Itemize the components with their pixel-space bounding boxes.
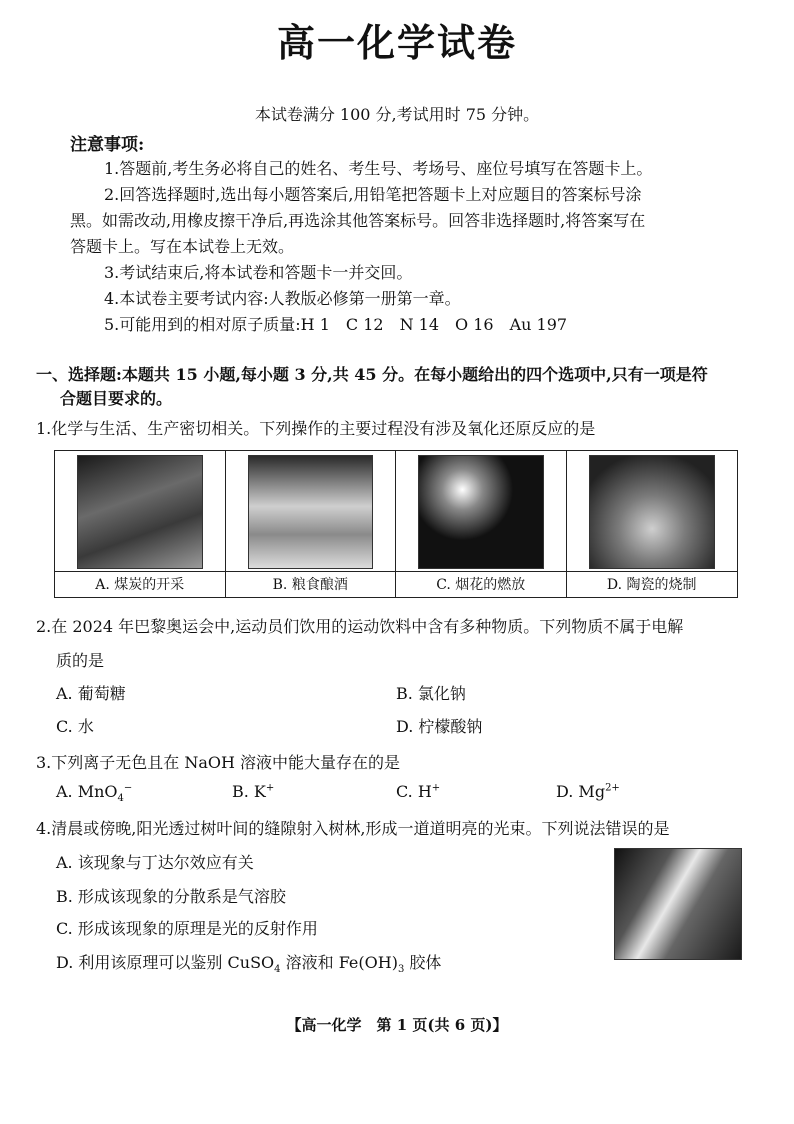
page-footer: 【高一化学 第 1 页(共 6 页)】 [286,1016,508,1034]
option-cell-c [396,451,567,597]
question-2-option-d: D. 柠檬酸钠 [396,717,483,736]
question-4-option-d: D. 利用该原理可以鉴别 CuSO$_4$ 溶液和 $Fe(OH)_3$ 胶体 [56,953,442,976]
note-item: 答题卡上。写在本试卷上无效。 [70,237,295,256]
option-b-caption: B. 粮食酿酒 [226,571,396,599]
notes-heading: 注意事项: [70,135,145,155]
question-2-option-b: B. 氯化钠 [396,684,466,703]
option-c-caption: C. 烟花的燃放 [396,571,566,599]
question-3-option-a: A. MnO$_4$− [56,782,133,805]
option-cell-b [226,451,397,597]
note-item: 1.答题前,考生务必将自己的姓名、考生号、考场号、座位号填写在答题卡上。 [104,159,653,178]
note-item: 2.回答选择题时,选出每小题答案后,用铅笔把答题卡上对应题目的答案标号涂 [104,185,642,204]
coal-mining-photo [77,455,203,569]
question-3-option-b: B. K+ [232,782,275,801]
question-4-option-b: B. 形成该现象的分散系是气溶胶 [56,887,286,906]
question-1-stem: 1.化学与生活、生产密切相关。下列操作的主要过程没有涉及氧化还原反应的是 [36,419,596,438]
note-item: 4.本试卷主要考试内容:人教版必修第一册第一章。 [104,289,461,308]
question-1-image-table [54,450,738,598]
note-item: 5.可能用到的相对原子质量:H 1 C 12 N 14 O 16 Au 197 [104,315,568,334]
fireworks-photo [418,455,544,569]
question-4-option-c: C. 形成该现象的原理是光的反射作用 [56,919,318,938]
brewing-photo [248,455,374,569]
exam-subtitle: 本试卷满分 100 分,考试用时 75 分钟。 [254,105,540,124]
option-a-caption: A. 煤炭的开采 [55,571,225,599]
question-2-stem-cont: 质的是 [56,651,105,670]
section-heading-cont: 合题目要求的。 [60,389,173,408]
question-4-option-a: A. 该现象与丁达尔效应有关 [56,853,254,872]
forest-light-beam-photo [614,848,742,960]
note-item: 黑。如需改动,用橡皮擦干净后,再选涂其他答案标号。回答非选择题时,将答案写在 [70,211,646,230]
ceramics-firing-photo [589,455,716,569]
question-3-option-d: D. $Mg^{2+}$ [556,782,620,801]
option-d-caption: D. 陶瓷的烧制 [567,571,738,599]
section-heading: 一、选择题:本题共 15 小题,每小题 3 分,共 45 分。在每小题给出的四个选项中,只有一项是符 [36,365,708,384]
option-cell-a [55,451,226,597]
note-item: 3.考试结束后,将本试卷和答题卡一并交回。 [104,263,413,282]
question-3-stem: 3.下列离子无色且在 NaOH 溶液中能大量存在的是 [36,753,401,772]
question-4-stem: 4.清晨或傍晚,阳光透过树叶间的缝隙射入树林,形成一道道明亮的光束。下列说法错误的是 [36,819,670,838]
question-2-stem: 2.在 2024 年巴黎奥运会中,运动员们饮用的运动饮料中含有多种物质。下列物质不属于电解 [36,617,684,636]
question-2-option-c: C. 水 [56,717,94,736]
question-2-option-a: A. 葡萄糖 [56,684,126,703]
exam-title: 高一化学试卷 [276,20,517,65]
question-3-option-c: C. H+ [396,782,441,801]
option-cell-d [567,451,738,597]
